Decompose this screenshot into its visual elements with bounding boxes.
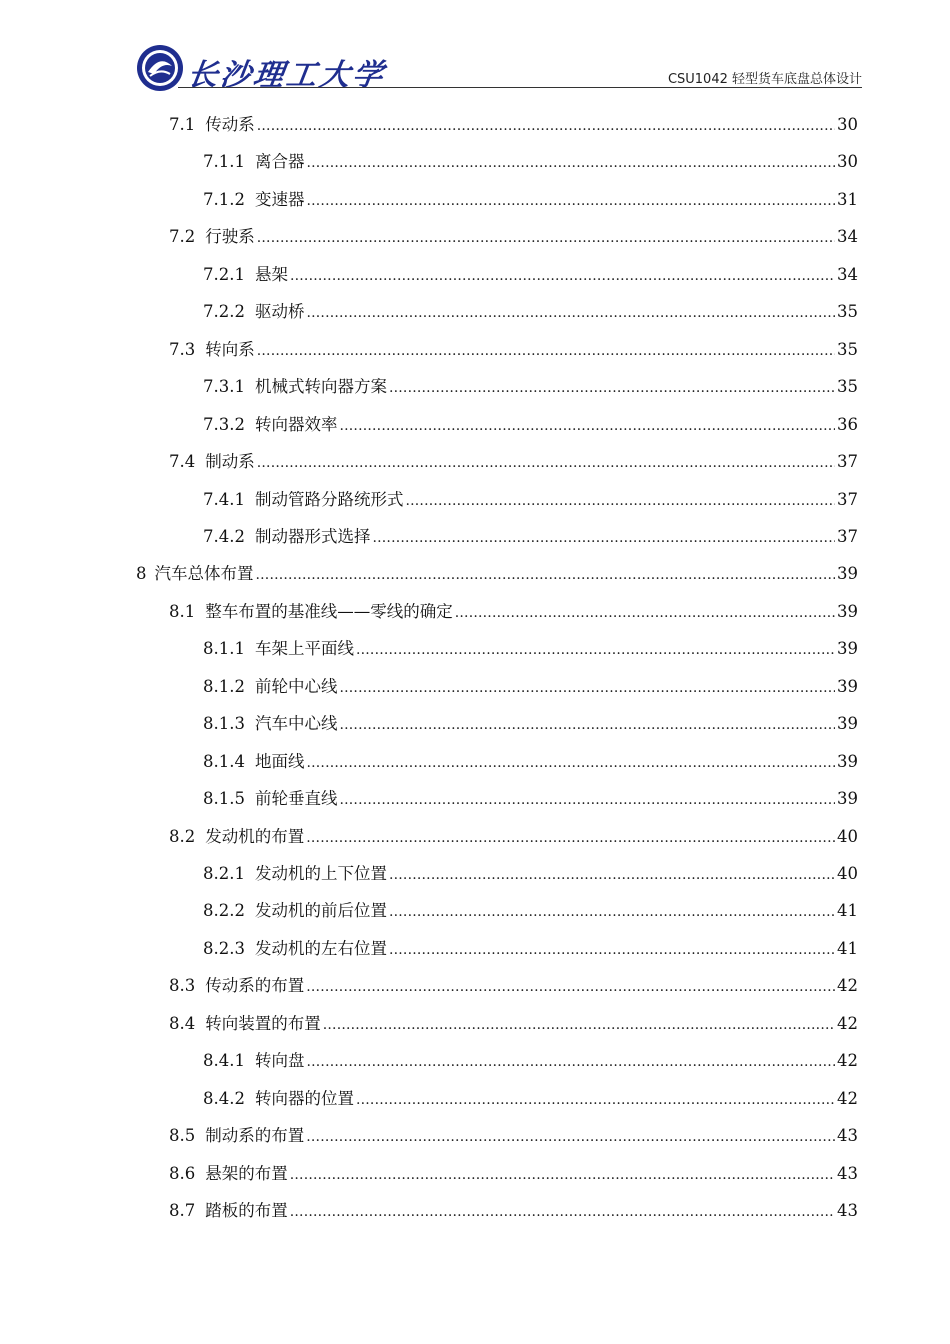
toc-dot-leader	[306, 1124, 835, 1149]
toc-entry[interactable]	[169, 825, 858, 849]
toc-entry-title: 制动器形式选择	[254, 527, 371, 546]
toc-dot-leader	[257, 225, 835, 250]
toc-entry-page: 42	[837, 1051, 858, 1070]
toc-entry[interactable]	[169, 113, 858, 137]
university-name-logo: 长沙理工大学	[185, 58, 388, 93]
toc-entry-title: 驱动桥	[254, 302, 305, 321]
toc-entry[interactable]	[203, 413, 858, 437]
toc-dot-leader	[290, 1162, 835, 1187]
toc-entry-number: 7.4	[169, 452, 196, 471]
document-title: CSU1042 轻型货车底盘总体设计	[667, 72, 862, 87]
toc-entry-number: 8.4.1	[203, 1051, 245, 1070]
toc-entry-title: 转向装置的布置	[205, 1014, 321, 1033]
toc-entry-page: 39	[837, 714, 858, 733]
toc-entry[interactable]	[203, 188, 858, 212]
toc-entry-page: 39	[837, 564, 858, 583]
toc-dot-leader	[290, 263, 835, 288]
toc-entry-number: 8.1.4	[203, 752, 245, 771]
toc-entry-number: 8.1.3	[203, 714, 245, 733]
toc-entry-page: 34	[837, 265, 858, 284]
toc-entry-number: 8.1.1	[203, 639, 245, 658]
toc-entry-title: 制动系的布置	[205, 1126, 305, 1145]
toc-dot-leader	[306, 1049, 835, 1074]
toc-entry[interactable]	[203, 637, 858, 661]
toc-dot-leader	[257, 338, 835, 363]
toc-entry-title: 悬架	[254, 265, 288, 284]
university-seal-logo	[136, 44, 184, 92]
toc-entry[interactable]	[203, 375, 858, 399]
toc-entry-number: 8.5	[169, 1126, 196, 1145]
toc-dot-leader	[306, 974, 835, 999]
toc-entry[interactable]	[169, 1012, 858, 1036]
toc-entry-title: 汽车中心线	[254, 714, 338, 733]
toc-entry-number: 8.3	[169, 976, 196, 995]
toc-entry[interactable]	[169, 1199, 858, 1223]
toc-entry-title: 发动机的左右位置	[254, 939, 387, 958]
toc-entry-title: 制动系	[205, 452, 255, 471]
toc-entry-number: 7.2.1	[203, 265, 245, 284]
toc-entry-page: 42	[837, 1089, 858, 1108]
toc-entry-number: 8.2.3	[203, 939, 245, 958]
toc-entry-title: 发动机的布置	[205, 827, 305, 846]
header-divider	[178, 87, 862, 88]
toc-entry[interactable]	[203, 862, 858, 886]
toc-dot-leader	[405, 488, 835, 513]
toc-entry-title: 前轮中心线	[254, 677, 338, 696]
toc-dot-leader	[256, 562, 836, 587]
toc-dot-leader	[306, 188, 835, 213]
toc-entry-title: 发动机的前后位置	[254, 901, 387, 920]
toc-dot-leader	[389, 899, 835, 924]
toc-entry-title: 机械式转向器方案	[254, 377, 387, 396]
toc-entry-title: 悬架的布置	[205, 1164, 288, 1183]
toc-dot-leader	[389, 937, 835, 962]
toc-entry[interactable]	[203, 1087, 858, 1111]
toc-entry-title: 汽车总体布置	[154, 564, 254, 583]
toc-entry-number: 8.1.2	[203, 677, 245, 696]
toc-dot-leader	[356, 637, 835, 662]
toc-entry[interactable]	[203, 300, 858, 324]
toc-entry-number: 8.2	[169, 827, 196, 846]
toc-entry-page: 39	[837, 639, 858, 658]
toc-entry-number: 8.6	[169, 1164, 196, 1183]
toc-entry-number: 7.1.2	[203, 190, 245, 209]
toc-entry-number: 7.4.2	[203, 527, 245, 546]
toc-entry-title: 离合器	[254, 152, 305, 171]
toc-entry-page: 37	[837, 490, 858, 509]
toc-entry-page: 43	[837, 1126, 858, 1145]
toc-entry[interactable]	[203, 263, 858, 287]
toc-entry-title: 转向盘	[254, 1051, 305, 1070]
toc-entry-page: 35	[837, 340, 858, 359]
toc-entry-page: 43	[837, 1164, 858, 1183]
toc-entry-title: 整车布置的基准线——零线的确定	[205, 602, 453, 621]
toc-dot-leader	[323, 1012, 835, 1037]
toc-entry-page: 43	[837, 1201, 858, 1220]
toc-entry-number: 7.4.1	[203, 490, 245, 509]
toc-entry-page: 39	[837, 752, 858, 771]
toc-dot-leader	[389, 862, 835, 887]
toc-entry[interactable]	[203, 1049, 858, 1073]
toc-entry[interactable]	[203, 712, 858, 736]
toc-entry-page: 39	[837, 602, 858, 621]
toc-entry-title: 前轮垂直线	[254, 789, 338, 808]
toc-dot-leader	[306, 150, 835, 175]
toc-entry[interactable]	[203, 750, 858, 774]
toc-entry-page: 35	[837, 377, 858, 396]
toc-dot-leader	[339, 712, 835, 737]
toc-entry[interactable]	[169, 974, 858, 998]
toc-dot-leader	[389, 375, 835, 400]
toc-entry[interactable]	[169, 1124, 858, 1148]
toc-entry[interactable]	[203, 675, 858, 699]
toc-entry-number: 8.2.1	[203, 864, 245, 883]
toc-entry-title: 传动系的布置	[205, 976, 305, 995]
toc-dot-leader	[257, 450, 835, 475]
toc-dot-leader	[339, 787, 835, 812]
toc-dot-leader	[306, 750, 835, 775]
toc-entry-number: 8.1	[169, 602, 196, 621]
toc-entry[interactable]	[136, 562, 858, 586]
toc-entry-number: 8.1.5	[203, 789, 245, 808]
toc-entry-title: 转向器效率	[254, 415, 338, 434]
toc-dot-leader	[339, 675, 835, 700]
toc-entry-title: 传动系	[205, 115, 255, 134]
page-header	[136, 42, 862, 92]
toc-entry-number: 7.1.1	[203, 152, 245, 171]
toc-entry[interactable]	[203, 937, 858, 961]
toc-entry-number: 8.2.2	[203, 901, 245, 920]
toc-entry-title: 行驶系	[205, 227, 255, 246]
toc-entry-page: 37	[837, 452, 858, 471]
toc-entry-number: 7.1	[169, 115, 196, 134]
toc-dot-leader	[372, 525, 835, 550]
toc-entry[interactable]	[169, 600, 858, 624]
toc-entry[interactable]	[169, 225, 858, 249]
toc-entry-title: 变速器	[254, 190, 305, 209]
toc-entry-number: 7.3.1	[203, 377, 245, 396]
toc-entry-title: 车架上平面线	[254, 639, 354, 658]
toc-entry-title: 转向器的位置	[254, 1089, 354, 1108]
toc-entry-number: 8.4	[169, 1014, 196, 1033]
toc-entry-title: 地面线	[254, 752, 305, 771]
toc-entry-page: 40	[837, 827, 858, 846]
toc-entry-number: 7.2.2	[203, 302, 245, 321]
toc-entry-page: 37	[837, 527, 858, 546]
toc-entry-number: 8.4.2	[203, 1089, 245, 1108]
toc-entry-number: 8	[136, 564, 147, 583]
toc-entry-number: 7.3.2	[203, 415, 245, 434]
toc-entry[interactable]	[203, 525, 858, 549]
toc-dot-leader	[306, 300, 835, 325]
toc-entry-page: 30	[837, 115, 858, 134]
toc-entry-page: 42	[837, 1014, 858, 1033]
toc-entry-page: 42	[837, 976, 858, 995]
toc-dot-leader	[290, 1199, 835, 1224]
toc-entry[interactable]	[169, 338, 858, 362]
toc-entry-page: 41	[837, 901, 858, 920]
toc-entry-title: 转向系	[205, 340, 255, 359]
toc-dot-leader	[339, 413, 835, 438]
toc-entry[interactable]	[169, 450, 858, 474]
toc-dot-leader	[306, 825, 835, 850]
toc-entry-title: 发动机的上下位置	[254, 864, 387, 883]
toc-entry-page: 31	[837, 190, 858, 209]
toc-entry-page: 39	[837, 677, 858, 696]
toc-entry-page: 34	[837, 227, 858, 246]
toc-entry[interactable]	[203, 787, 858, 811]
toc-entry-page: 40	[837, 864, 858, 883]
toc-entry[interactable]	[169, 1162, 858, 1186]
toc-entry-page: 35	[837, 302, 858, 321]
toc-dot-leader	[257, 113, 835, 138]
toc-entry-number: 8.7	[169, 1201, 196, 1220]
toc-entry-page: 39	[837, 789, 858, 808]
toc-entry[interactable]	[203, 150, 858, 174]
toc-entry-title: 制动管路分路统形式	[254, 490, 404, 509]
toc-entry[interactable]	[203, 899, 858, 923]
toc-entry-number: 7.2	[169, 227, 196, 246]
toc-entry-page: 36	[837, 415, 858, 434]
toc-entry-number: 7.3	[169, 340, 196, 359]
toc-entry-page: 30	[837, 152, 858, 171]
toc-entry[interactable]	[203, 488, 858, 512]
toc-entry-page: 41	[837, 939, 858, 958]
toc-dot-leader	[455, 600, 835, 625]
toc-entry-title: 踏板的布置	[205, 1201, 288, 1220]
toc-dot-leader	[356, 1087, 835, 1112]
